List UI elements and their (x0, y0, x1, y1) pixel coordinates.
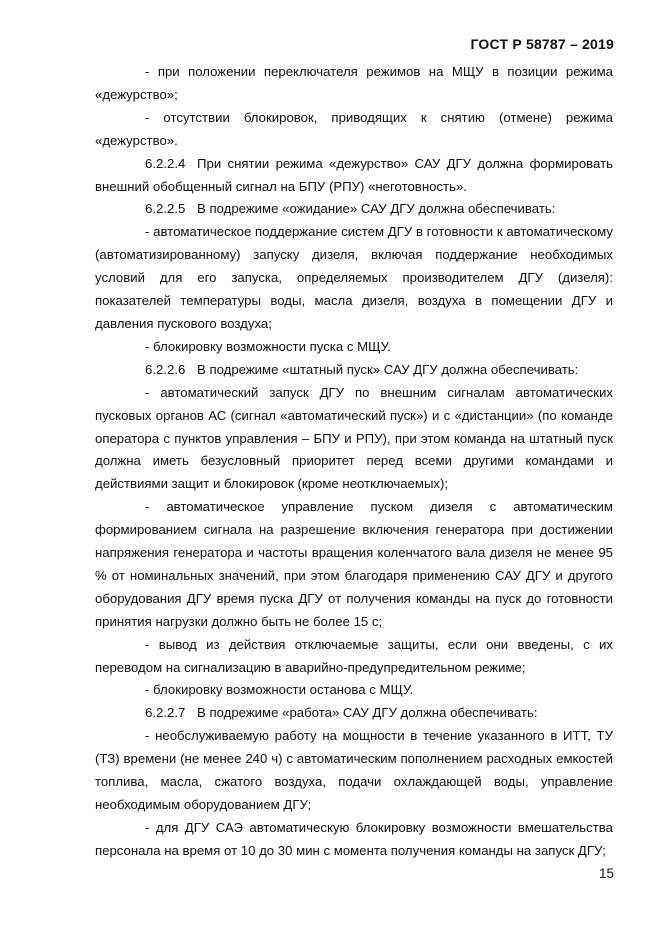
paragraph (95, 817, 613, 863)
paragraph (95, 702, 613, 725)
paragraph (95, 198, 613, 221)
paragraph (95, 153, 613, 199)
paragraph (95, 336, 613, 359)
paragraph (95, 634, 613, 680)
paragraph (95, 107, 613, 153)
paragraph-text: - блокировку возможности останова с МЩУ. (145, 682, 414, 698)
paragraph (95, 61, 613, 107)
paragraph (95, 679, 613, 702)
paragraph (95, 382, 613, 497)
paragraph (95, 725, 613, 817)
paragraph-text: - необслуживаемую работу на мощности в течение указанного в ИТТ, ТУ (ТЗ) времени (не менее 240 ч) с автоматическим пополнением расходных емкостей топлива, масла, сжатого воздуха, подачи охлаждающей воды, управление необходимым оборудованием ДГУ; (95, 728, 613, 812)
document-body (95, 61, 613, 863)
paragraph-text: В подрежиме «штатный пуск» САУ ДГУ должна обеспечивать: (197, 361, 579, 377)
paragraph-text: - автоматический запуск ДГУ по внешним сигналам автоматических пусковых органов АС (сигнал «автоматический пуск») и с «дистанции» (по команде оператора с пунктов управления – БПУ и РПУ), при этом команда на штатный пуск должна иметь безусловный приоритет перед всеми другими командами и действиями защит и блокировок (кроме неотключаемых); (95, 384, 613, 492)
clause-number: 6.2.2.5 (145, 201, 186, 217)
clause-number: 6.2.2.6 (145, 361, 186, 377)
paragraph-text: В подрежиме «ожидание» САУ ДГУ должна обеспечивать: (197, 201, 556, 217)
clause-number: 6.2.2.7 (145, 705, 186, 721)
paragraph-text: - отсутствии блокировок, приводящих к снятию (отмене) режима «дежурство». (95, 109, 613, 148)
paragraph-text: - автоматическое управление пуском дизеля с автоматическим формированием сигнала на разрешение включения генератора при достижении напряжения генератора и частоты вращения коленчатого вала дизеля не менее 95 % от номинальных значений, при этом благодаря применению САУ ДГУ и другого оборудования ДГУ время пуска ДГУ от получения команды на пуск до готовности принятия нагрузки должно быть не более 15 с; (95, 499, 613, 629)
paragraph-text: - блокировку возможности пуска с МЩУ. (145, 338, 391, 354)
paragraph (95, 359, 613, 382)
paragraph-text: - автоматическое поддержание систем ДГУ в готовности к автоматическому (автоматизированному) запуску дизеля, включая поддержание необходимых условий для его запуска, определяемых производителем ДГУ (дизеля): показателей температуры воды, масла дизеля, воздуха в помещении ДГУ и давления пускового воздуха; (95, 224, 613, 331)
paragraph (95, 221, 613, 336)
paragraph-text: При снятии режима «дежурство» САУ ДГУ должна формировать внешний обобщенный сигнал на БПУ (РПУ) «неготовность». (95, 155, 613, 194)
paragraph-text: В подрежиме «работа» САУ ДГУ должна обеспечивать: (197, 705, 538, 721)
paragraph-text: - при положении переключателя режимов на МЩУ в позиции режима «дежурство»; (95, 64, 613, 102)
page-number: 15 (598, 866, 614, 881)
standard-header: ГОСТ Р 58787 – 2019 (470, 36, 614, 52)
clause-number: 6.2.2.4 (145, 155, 186, 171)
paragraph (95, 496, 613, 633)
paragraph-text: - для ДГУ САЭ автоматическую блокировку возможности вмешательства персонала на время от 10 до 30 мин с момента получения команды на запуск ДГУ; (95, 819, 613, 858)
paragraph-text: - вывод из действия отключаемые защиты, если они введены, с их переводом на сигнализацию в аварийно-предупредительном режиме; (95, 636, 613, 675)
